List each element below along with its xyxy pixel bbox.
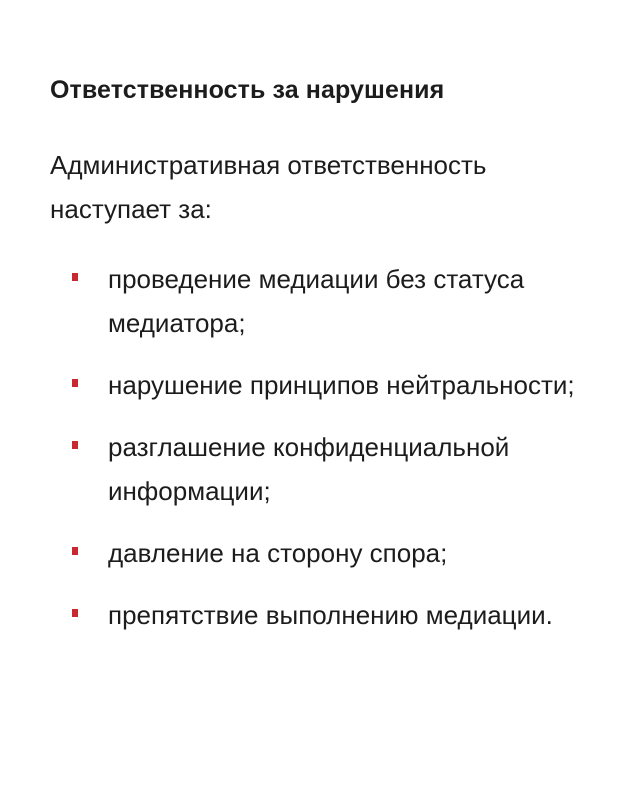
list-item-text: проведение медиации без статуса медиатора;	[108, 264, 525, 338]
square-bullet-icon	[72, 273, 78, 281]
list-item-text: разглашение конфиденциальной информации;	[108, 432, 510, 506]
content	[50, 74, 610, 655]
list-item	[50, 593, 610, 637]
list-item	[50, 531, 610, 575]
list-item-text: препятствие выполнению медиации.	[108, 600, 553, 630]
square-bullet-icon	[72, 547, 78, 555]
list-item-text: нарушение принципов нейтральности;	[108, 370, 575, 400]
list-item	[50, 363, 610, 407]
square-bullet-icon	[72, 609, 78, 617]
square-bullet-icon	[72, 441, 78, 449]
violations-list	[50, 257, 610, 637]
section-heading: Ответственность за нарушения	[50, 76, 445, 104]
square-bullet-icon	[72, 379, 78, 387]
list-item	[50, 257, 610, 345]
intro-paragraph: Административная ответственность наступает за:	[50, 150, 487, 224]
list-item-text: давление на сторону спора;	[108, 538, 448, 568]
list-item	[50, 425, 610, 513]
